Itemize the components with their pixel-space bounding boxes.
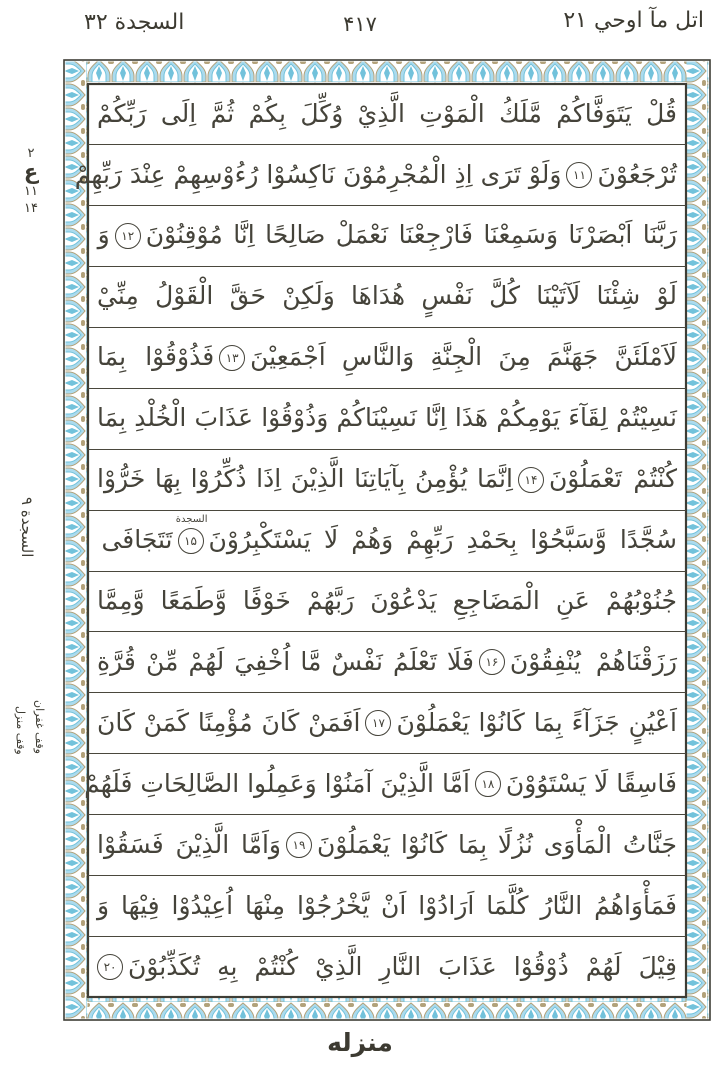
catchword: منزله (327, 1028, 393, 1057)
ayah-text: فَاسِقًا لَا يَسْتَوُوْنَ (505, 768, 677, 798)
ayah-text: لَاَمْلَئَنَّ جَهَنَّمَ مِنَ الْجِنَّةِ وَالنَّاسِ اَجْمَعِيْنَ (250, 342, 677, 372)
quran-line (88, 693, 686, 754)
ayah-number-medallion (365, 710, 391, 736)
ruku-marker (16, 146, 46, 216)
quran-line-text (97, 404, 677, 433)
quran-line (88, 206, 686, 267)
ayah-text: قِيْلَ لَهُمْ ذُوْقُوْا عَذَابَ النَّارِ الَّذِيْ كُنْتُمْ بِهِ تُكَذِّبُوْنَ (128, 951, 677, 981)
waqf-note-1: وقف غفران (33, 700, 46, 754)
border-band-bottom (66, 997, 709, 1019)
quran-line-text (97, 709, 677, 738)
quran-line-text (97, 465, 677, 494)
quran-line-text (97, 831, 677, 860)
ayah-text: كُنْتُمْ تَعْمَلُوْنَ (548, 464, 677, 494)
quran-line (88, 632, 686, 693)
ayah-number-medallion (566, 162, 592, 188)
ruku-marker-item: ۲ (27, 146, 35, 161)
ayah-text: اَمَّا الَّذِيْنَ آمَنُوْا وَعَمِلُوا الصَّالِحَاتِ فَلَهُمْ (84, 768, 470, 798)
ayah-number-medallion (475, 771, 501, 797)
ayah-text: رَزَقْنَاهُمْ يُنْفِقُوْنَ (509, 647, 677, 677)
ruku-marker-item: ع (23, 160, 39, 184)
ayah-number-medallion (97, 954, 123, 980)
ayah-number-medallion (219, 345, 245, 371)
ayah-number-medallion (286, 832, 312, 858)
quran-line (88, 267, 686, 328)
ruku-marker-item: ۱۴ (24, 200, 38, 216)
ayah-number-medallion (115, 223, 141, 249)
ayah-text: وَاَمَّا الَّذِيْنَ فَسَقُوْا (97, 829, 281, 859)
ayah-number-medallion (518, 467, 544, 493)
quran-line (88, 815, 686, 876)
quran-line-text (97, 513, 677, 555)
ayah-number: ۱۵ (178, 528, 204, 554)
waqf-note-2: وقف منزل (14, 706, 27, 755)
border-band-right (687, 62, 709, 1019)
border-band-top (66, 62, 709, 84)
ayah-number: ۱۷ (365, 710, 391, 736)
ayah-text: تَتَجَافَى (101, 525, 173, 555)
quran-line (88, 84, 686, 145)
quran-line (88, 328, 686, 389)
ayah-text: لَوْ شِئْنَا لَآتَيْنَا كُلَّ نَفْسٍ هُدَاهَا وَلَكِنْ حَقَّ الْقَوْلُ مِنِّيْ (97, 281, 677, 311)
quran-text-block (74, 84, 686, 997)
ayah-text: نَسِيْتُمْ لِقَآءَ يَوْمِكُمْ هَذَا اِنَّا نَسِيْنَاكُمْ وَذُوْقُوْا عَذَابَ الْخُلْدِ بِمَا (97, 403, 677, 433)
quran-line-text (97, 221, 677, 250)
ayah-text: اَفَمَنْ كَانَ مُؤْمِنًا كَمَنْ كَانَ (97, 707, 361, 737)
ayah-number: ۱۱ (566, 162, 592, 188)
quran-line-text (97, 892, 677, 921)
quran-line (88, 876, 686, 937)
quran-line (88, 389, 686, 450)
ayah-text: تُرْجَعُوْنَ (597, 159, 677, 189)
ayah-text: فَلَا تَعْلَمُ نَفْسٌ مَّا اُخْفِيَ لَهُمْ مِّنْ قُرَّةِ (97, 647, 474, 677)
ayah-text: اِنَّمَا يُؤْمِنُ بِآيَاتِنَا الَّذِيْنَ اِذَا ذُكِّرُوْا بِهَا خَرُّوْا (97, 464, 513, 494)
ayah-number-medallion (175, 513, 208, 554)
ayah-number: ۱۹ (286, 832, 312, 858)
sajdah-margin-note: السجدة ۹ (18, 497, 36, 558)
quran-line-text (84, 768, 677, 799)
quran-line-text (97, 100, 677, 129)
quran-line-text (97, 953, 677, 982)
header-juz-label: اتل مآ اوحي ۲۱ (563, 8, 704, 33)
border-band-left (66, 62, 88, 1019)
quran-line (88, 937, 686, 997)
ayah-number: ۱۴ (518, 467, 544, 493)
ayah-number-medallion (479, 649, 505, 675)
ayah-number: ۱۶ (479, 649, 505, 675)
quran-line (88, 572, 686, 633)
ayah-text: سُجَّدًا وَّسَبَّحُوْا بِحَمْدِ رَبِّهِمْ وَهُمْ لَا يَسْتَكْبِرُوْنَ (208, 525, 677, 555)
ayah-text: اَعْيُنٍ جَزَآءً بِمَا كَانُوْا يَعْمَلُوْنَ (396, 707, 677, 737)
quran-line (88, 511, 686, 572)
quran-line (74, 145, 686, 206)
ayah-text: فَمَأْوَاهُمُ النَّارُ كُلَّمَا اَرَادُوْا اَنْ يَّخْرُجُوْا مِنْهَا اُعِيْدُوْا فِيْهَا وَ (97, 890, 677, 920)
ayah-number: ۱۸ (475, 771, 501, 797)
header-surah-label: السجدة ۳۲ (84, 10, 185, 35)
quran-line-text (97, 648, 677, 677)
quran-line (88, 450, 686, 511)
quran-line-text (74, 159, 677, 190)
ayah-text: فَذُوْقُوْا بِمَا (97, 342, 215, 372)
ayah-text: جُنُوْبُهُمْ عَنِ الْمَضَاجِعِ يَدْعُوْنَ رَبَّهُمْ خَوْفًا وَّطَمَعًا وَّمِمَّا (97, 586, 677, 616)
ayah-text: وَ (97, 220, 110, 250)
ayah-number: ۲۰ (97, 954, 123, 980)
ayah-text: جَنَّاتُ الْمَأْوَى نُزُلًا بِمَا كَانُوْا يَعْمَلُوْنَ (316, 829, 677, 859)
header-page-number: ۴۱۷ (343, 12, 377, 36)
ayah-text: رَبَّنَا اَبْصَرْنَا وَسَمِعْنَا فَارْجِعْنَا نَعْمَلْ صَالِحًا اِنَّا مُوْقِنُوْنَ (145, 220, 677, 250)
quran-line-text (97, 282, 677, 311)
sajdah-tag: السجدة (175, 513, 208, 525)
quran-line-text (97, 343, 677, 372)
quran-line-text (97, 587, 677, 616)
ayah-text: وَلَوْ تَرَى اِذِ الْمُجْرِمُوْنَ نَاكِسُوْا رُءُوْسِهِمْ عِنْدَ رَبِّهِمْ (74, 159, 562, 189)
ruku-marker-item: ۱۱ (24, 184, 38, 199)
ayah-number: ۱۲ (115, 223, 141, 249)
ayah-text: قُلْ يَتَوَفَّاكُمْ مَّلَكُ الْمَوْتِ الَّذِيْ وُكِّلَ بِكُمْ ثُمَّ اِلَى رَبِّكُمْ (97, 98, 677, 128)
quran-line (84, 754, 686, 815)
ayah-number: ۱۳ (219, 345, 245, 371)
